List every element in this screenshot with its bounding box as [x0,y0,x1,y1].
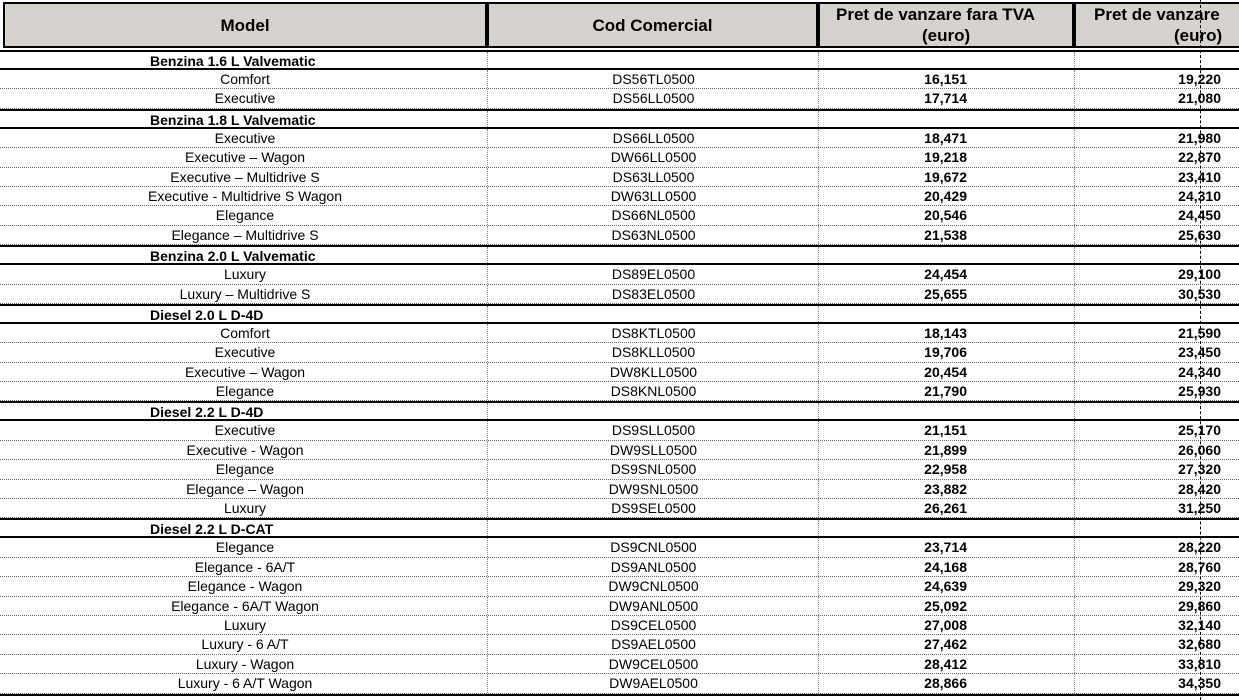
table-bottom-border [0,694,1239,696]
table-row[interactable] [0,70,1239,89]
model-cell[interactable]: Executive - Wagon [186,441,304,458]
pret-cu-tva-cell[interactable]: 28,420 [1074,480,1221,498]
pret-fara-tva-cell[interactable]: 27,008 [818,616,967,634]
pret-fara-tva-cell[interactable]: 24,454 [818,265,967,283]
pret-fara-tva-cell[interactable]: 26,261 [818,499,967,517]
group-p1-cell [818,247,967,263]
model-cell[interactable]: Executive [214,129,276,146]
pret-cu-tva-cell[interactable]: 28,220 [1074,538,1221,556]
pret-fara-tva-cell[interactable]: 21,151 [818,421,967,439]
pret-cu-tva-cell[interactable]: 26,060 [1074,441,1221,459]
pret-cu-tva-cell[interactable]: 31,250 [1074,499,1221,517]
group-p2-cell [1074,306,1221,322]
group-header-row [0,109,1239,129]
table-header [0,0,1239,50]
cod-comercial-cell[interactable]: DW9CNL0500 [487,577,819,595]
pret-cu-tva-cell[interactable]: 25,170 [1074,421,1221,439]
table-row[interactable] [0,597,1239,616]
pret-cu-tva-cell[interactable]: 34,350 [1074,674,1221,692]
cod-comercial-cell[interactable]: DS9ANL0500 [487,558,819,576]
cod-comercial-cell[interactable]: DS8KLL0500 [487,343,819,361]
pret-fara-tva-cell[interactable]: 28,866 [818,674,967,692]
pret-fara-tva-cell[interactable]: 18,471 [818,129,967,147]
table-row[interactable] [0,265,1239,284]
pret-fara-tva-cell[interactable]: 23,882 [818,480,967,498]
group-p2-cell [1074,403,1221,419]
pret-fara-tva-cell[interactable]: 25,655 [818,285,967,303]
cod-comercial-cell[interactable]: DW9CEL0500 [487,655,819,673]
cod-comercial-cell[interactable]: DS9SLL0500 [487,421,819,439]
group-p2-cell [1074,111,1221,127]
header-cod-comercial[interactable] [487,2,818,48]
table-row[interactable] [0,285,1239,304]
pret-fara-tva-cell[interactable]: 23,714 [818,538,967,556]
cod-comercial-cell[interactable]: DW63LL0500 [487,187,819,205]
page-break-line [1200,0,1201,700]
pret-fara-tva-cell[interactable]: 19,706 [818,343,967,361]
table-row[interactable] [0,324,1239,343]
model-cell[interactable]: Executive [214,90,276,107]
model-cell[interactable]: Luxury [223,266,267,283]
pret-cu-tva-cell[interactable]: 32,140 [1074,616,1221,634]
header-pret-cu-label: Pret de vanzare [1094,5,1220,24]
pret-cu-tva-cell[interactable]: 27,320 [1074,460,1221,478]
pret-fara-tva-cell[interactable]: 17,714 [818,89,967,107]
group-cod-cell [487,520,819,536]
model-cell[interactable]: Luxury - 6 A/T [201,636,289,653]
cod-comercial-cell[interactable]: DW9SLL0500 [487,441,819,459]
pret-cu-tva-cell[interactable]: 24,310 [1074,187,1221,205]
table-row[interactable] [0,363,1239,382]
cod-comercial-cell[interactable]: DW66LL0500 [487,148,819,166]
header-pret-fara-unit: (euro) [922,26,971,45]
model-cell[interactable]: Luxury [223,616,267,633]
model-cell[interactable]: Executive – Wagon [184,149,306,166]
model-cell[interactable]: Elegance [215,383,275,400]
pret-cu-tva-cell[interactable]: 23,450 [1074,343,1221,361]
cod-comercial-cell[interactable]: DS66LL0500 [487,129,819,147]
pret-cu-tva-cell[interactable]: 28,760 [1074,558,1221,576]
model-cell[interactable]: Elegance [215,207,275,224]
table-row[interactable] [0,499,1239,518]
group-title: Diesel 2.2 L D-CAT [150,521,274,538]
header-cod-label: Cod Comercial [592,16,713,35]
cod-comercial-cell[interactable]: DS9SNL0500 [487,460,819,478]
pret-fara-tva-cell[interactable]: 25,092 [818,597,967,615]
model-cell[interactable]: Executive [214,422,276,439]
group-title: Diesel 2.2 L D-4D [150,404,264,421]
model-cell[interactable]: Elegance – Multidrive S [171,226,319,243]
model-cell[interactable]: Comfort [220,324,270,341]
table-row[interactable] [0,635,1239,654]
cod-comercial-cell[interactable]: DS56TL0500 [487,70,819,88]
table-row[interactable] [0,480,1239,499]
model-cell[interactable]: Luxury - 6 A/T Wagon [177,675,313,692]
pret-cu-tva-cell[interactable]: 22,870 [1074,148,1221,166]
pret-fara-tva-cell[interactable]: 19,672 [818,168,967,186]
pret-fara-tva-cell[interactable]: 20,454 [818,363,967,381]
cod-comercial-cell[interactable]: DS56LL0500 [487,89,819,107]
cod-comercial-cell[interactable]: DW9AEL0500 [487,674,819,692]
group-title: Diesel 2.0 L D-4D [150,306,264,323]
table-row[interactable] [0,441,1239,460]
model-cell[interactable]: Executive – Multidrive S [170,168,320,185]
table-row[interactable] [0,226,1239,245]
group-cod-cell [487,247,819,263]
pret-cu-tva-cell[interactable]: 19,220 [1074,70,1221,88]
pret-fara-tva-cell[interactable]: 22,958 [818,460,967,478]
header-pret-cu-unit: (euro) [1174,26,1223,45]
pret-fara-tva-cell[interactable]: 18,143 [818,324,967,342]
pret-cu-tva-cell[interactable]: 33,810 [1074,655,1221,673]
pret-cu-tva-cell[interactable]: 29,320 [1074,577,1221,595]
group-cod-cell [487,52,819,68]
group-title: Benzina 1.6 L Valvematic [150,53,316,69]
pret-fara-tva-cell[interactable]: 24,168 [818,558,967,576]
table-row[interactable] [0,655,1239,674]
table-row[interactable] [0,343,1239,362]
model-cell[interactable]: Elegance - 6A/T [194,558,296,575]
group-p1-cell [818,52,967,68]
pret-cu-tva-cell[interactable]: 30,530 [1074,285,1221,303]
pret-fara-tva-cell[interactable]: 21,538 [818,226,967,244]
group-title: Benzina 2.0 L Valvematic [150,248,316,265]
table-row[interactable] [0,168,1239,187]
model-cell[interactable]: Luxury - Wagon [195,655,295,672]
table-row[interactable] [0,538,1239,557]
pret-cu-tva-cell[interactable]: 25,630 [1074,226,1221,244]
model-cell[interactable]: Executive – Wagon [184,363,306,380]
table-row[interactable] [0,89,1239,108]
table-body [0,50,1239,694]
pret-cu-tva-cell[interactable]: 29,100 [1074,265,1221,283]
table-row[interactable] [0,382,1239,401]
group-p1-cell [818,306,967,322]
header-pret-cu-tva[interactable] [1074,2,1239,48]
pret-cu-tva-cell[interactable]: 24,450 [1074,206,1221,224]
table-row[interactable] [0,129,1239,148]
cod-comercial-cell[interactable]: DS63NL0500 [487,226,819,244]
pret-fara-tva-cell[interactable]: 24,639 [818,577,967,595]
table-row[interactable] [0,577,1239,596]
table-row[interactable] [0,460,1239,479]
table-row[interactable] [0,187,1239,206]
pret-cu-tva-cell[interactable]: 21,980 [1074,129,1221,147]
model-cell[interactable]: Luxury [223,500,267,517]
cod-comercial-cell[interactable]: DS8KTL0500 [487,324,819,342]
cod-comercial-cell[interactable]: DS63LL0500 [487,168,819,186]
group-header-row [0,50,1239,70]
cod-comercial-cell[interactable]: DW9ANL0500 [487,597,819,615]
model-cell[interactable]: Luxury – Multidrive S [179,285,311,302]
table-row[interactable] [0,421,1239,440]
cod-comercial-cell[interactable]: DW9SNL0500 [487,480,819,498]
group-p2-cell [1074,52,1221,68]
pret-cu-tva-cell[interactable]: 21,080 [1074,89,1221,107]
pret-fara-tva-cell[interactable]: 16,151 [818,70,967,88]
cod-comercial-cell[interactable]: DS9CNL0500 [487,538,819,556]
cod-comercial-cell[interactable]: DS89EL0500 [487,265,819,283]
pret-fara-tva-cell[interactable]: 21,790 [818,382,967,400]
pret-fara-tva-cell[interactable]: 20,429 [818,187,967,205]
group-p2-cell [1074,247,1221,263]
table-row[interactable] [0,206,1239,225]
cod-comercial-cell[interactable]: DS9SEL0500 [487,499,819,517]
pret-cu-tva-cell[interactable]: 29,860 [1074,597,1221,615]
cod-comercial-cell[interactable]: DS83EL0500 [487,285,819,303]
cod-comercial-cell[interactable]: DS66NL0500 [487,206,819,224]
group-p1-cell [818,520,967,536]
model-cell[interactable]: Elegance [215,461,275,478]
model-cell[interactable]: Executive - Multidrive S Wagon [148,187,342,204]
model-cell[interactable]: Elegance – Wagon [186,480,304,497]
model-cell[interactable]: Elegance - Wagon [187,578,303,595]
group-header-row [0,304,1239,324]
pret-fara-tva-cell[interactable]: 28,412 [818,655,967,673]
pret-cu-tva-cell[interactable]: 32,680 [1074,635,1221,653]
group-header-row [0,518,1239,538]
cod-comercial-cell[interactable]: DW8KLL0500 [487,363,819,381]
header-model-label: Model [220,16,270,35]
header-pret-fara-tva[interactable] [818,2,1074,48]
model-cell[interactable]: Comfort [220,71,270,87]
cod-comercial-cell[interactable]: DS8KNL0500 [487,382,819,400]
pret-cu-tva-cell[interactable]: 23,410 [1074,168,1221,186]
cod-comercial-cell[interactable]: DS9CEL0500 [487,616,819,634]
table-row[interactable] [0,148,1239,167]
pret-cu-tva-cell[interactable]: 21,590 [1074,324,1221,342]
group-p1-cell [818,111,967,127]
pret-cu-tva-cell[interactable]: 25,930 [1074,382,1221,400]
table-row[interactable] [0,674,1239,693]
model-cell[interactable]: Elegance - 6A/T Wagon [171,597,319,614]
pret-fara-tva-cell[interactable]: 20,546 [818,206,967,224]
group-title: Benzina 1.8 L Valvematic [150,111,316,128]
pret-fara-tva-cell[interactable]: 19,218 [818,148,967,166]
cod-comercial-cell[interactable]: DS9AEL0500 [487,635,819,653]
pret-cu-tva-cell[interactable]: 24,340 [1074,363,1221,381]
group-header-row [0,245,1239,265]
group-cod-cell [487,111,819,127]
group-cod-cell [487,306,819,322]
table-row[interactable] [0,558,1239,577]
header-pret-fara-label: Pret de vanzare fara TVA [836,5,1036,24]
group-p2-cell [1074,520,1221,536]
header-model[interactable] [3,2,487,48]
model-cell[interactable]: Elegance [215,539,275,556]
table-row[interactable] [0,616,1239,635]
group-p1-cell [818,403,967,419]
group-header-row [0,401,1239,421]
pret-fara-tva-cell[interactable]: 21,899 [818,441,967,459]
pret-fara-tva-cell[interactable]: 27,462 [818,635,967,653]
model-cell[interactable]: Executive [214,344,276,361]
group-cod-cell [487,403,819,419]
